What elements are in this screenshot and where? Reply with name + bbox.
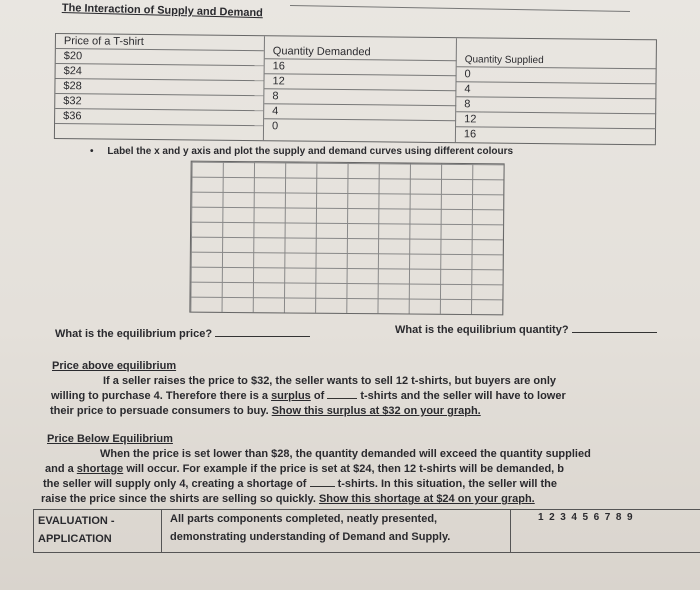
demanded-cell: 0 xyxy=(271,120,279,133)
equilibrium-price-question xyxy=(55,328,310,341)
text: t-shirts and the seller will have to lower xyxy=(357,390,566,402)
text: t-shirts. In this situation, the seller will the xyxy=(334,478,557,490)
below-heading: Price Below Equilibrium xyxy=(47,433,173,445)
supplied-cell: 0 xyxy=(457,67,657,84)
evaluation-description: All parts components completed, neatly presented, xyxy=(170,513,438,525)
evaluation-description-cell xyxy=(160,510,511,552)
header-supplied: Quantity Supplied xyxy=(457,52,657,69)
supplied-cell: 12 xyxy=(456,112,656,129)
evaluation-table xyxy=(33,509,700,553)
demanded-cell: 8 xyxy=(264,89,456,106)
answer-blank[interactable] xyxy=(572,332,657,333)
text: raise the price since the shirts are selling so quickly. xyxy=(41,493,319,505)
shortage-instruction: Show this shortage at $24 on your graph. xyxy=(318,493,535,505)
demanded-cell: 16 xyxy=(265,59,457,76)
shortage-blank[interactable] xyxy=(310,486,335,487)
price-cell: $32 xyxy=(55,94,263,111)
surplus-blank[interactable] xyxy=(327,398,357,399)
supplied-cell: 4 xyxy=(456,82,656,99)
instruction-text: Label the x and y axis and plot the supply and demand curves using different colours xyxy=(107,146,514,157)
evaluation-label: EVALUATION - xyxy=(38,515,115,527)
equilibrium-quantity-question xyxy=(395,324,657,337)
price-column xyxy=(55,34,264,140)
text: of xyxy=(310,390,328,402)
shortage-term: shortage xyxy=(76,463,124,475)
below-line-1: When the price is set lower than $28, the quantity demanded will exceed the quantity supplied xyxy=(100,448,591,460)
question-text: What is the equilibrium quantity? xyxy=(395,324,569,336)
question-text: What is the equilibrium price? xyxy=(55,328,213,340)
text: willing to purchase 4. Therefore there is a xyxy=(51,390,272,402)
supply-demand-table xyxy=(54,33,657,145)
above-line-2 xyxy=(51,390,566,403)
text: and a xyxy=(45,463,77,475)
demanded-column xyxy=(263,36,457,142)
evaluation-label-cell xyxy=(33,510,162,552)
below-line-2 xyxy=(45,463,564,476)
evaluation-description: demonstrating understanding of Demand and Supply. xyxy=(170,531,451,543)
supplied-column xyxy=(455,38,657,144)
text: will occur. For example if the price is set at $24, then 12 t-shirts will be demanded, b xyxy=(123,463,565,475)
worksheet-title: The Interaction of Supply and Demand xyxy=(61,2,264,20)
supplied-cell: 16 xyxy=(463,128,477,141)
rating-scale[interactable]: 1 2 3 4 5 6 7 8 9 xyxy=(538,512,633,523)
above-line-3 xyxy=(50,405,481,418)
above-line-1: If a seller raises the price to $32, the seller wants to sell 12 t-shirts, but buyers are only xyxy=(103,375,557,387)
answer-blank[interactable] xyxy=(215,336,310,337)
below-line-3 xyxy=(43,478,557,491)
price-cell: $28 xyxy=(55,79,263,96)
text: the seller will supply only 4, creating a shortage of xyxy=(43,478,310,490)
above-heading: Price above equilibrium xyxy=(52,360,177,372)
below-line-4 xyxy=(41,493,535,506)
bullet-icon: • xyxy=(90,146,108,157)
surplus-term: surplus xyxy=(271,390,311,402)
header-line xyxy=(290,5,630,12)
application-label: APPLICATION xyxy=(38,533,112,545)
instruction-bullet xyxy=(90,146,513,157)
price-cell: $24 xyxy=(56,64,264,81)
text: their price to persuade consumers to buy. xyxy=(50,405,272,417)
header-price: Price of a T-shirt xyxy=(56,34,264,51)
surplus-instruction: Show this surplus at $32 on your graph. xyxy=(271,405,481,417)
header-demanded: Quantity Demanded xyxy=(265,44,457,61)
demanded-cell: 4 xyxy=(264,104,456,121)
demanded-cell: 12 xyxy=(264,74,456,91)
supplied-cell: 8 xyxy=(456,97,656,114)
graph-grid[interactable] xyxy=(189,161,504,316)
price-cell: $20 xyxy=(56,49,264,66)
price-cell: $36 xyxy=(55,109,263,126)
